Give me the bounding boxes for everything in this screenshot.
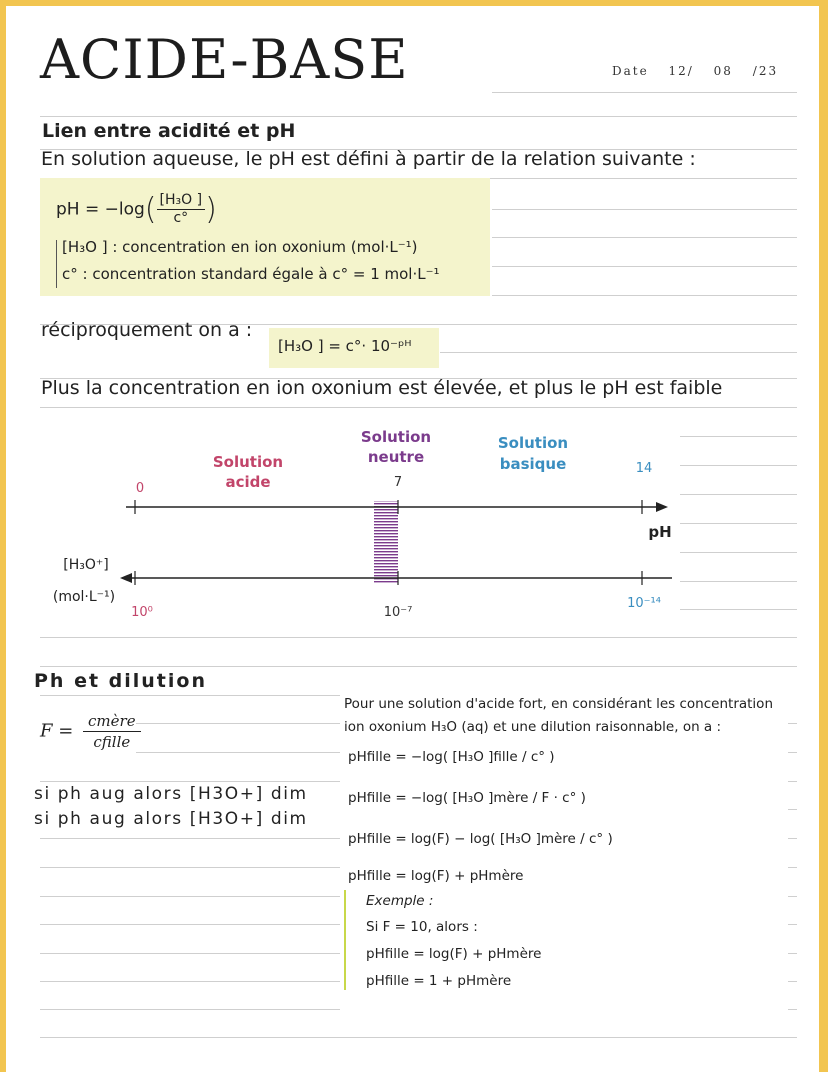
conc-axis-label-1: [H₃O⁺] (63, 557, 109, 573)
tick-label-7: 7 (393, 475, 403, 490)
tick-label-14: 14 (635, 461, 653, 476)
dilution-factor-lhs: F = (40, 720, 74, 742)
acid-label-1: Solution (212, 453, 284, 471)
ph-scale-diagram (36, 416, 686, 621)
dilution-equation-4: pHfille = log(F) + pHmère (348, 868, 524, 884)
neutral-label-2: neutre (367, 448, 425, 466)
section-heading-dilution: Ph et dilution (34, 670, 207, 692)
notebook-page (6, 6, 819, 1072)
dilution-intro-line-1: Pour une solution d'acide fort, en considérant les concentration (344, 696, 774, 712)
statement-text: Plus la concentration en ion oxonium est élevée, et plus le pH est faible (41, 377, 723, 399)
definition-oxonium: [H₃O ] : concentration en ion oxonium (mol·L⁻¹) (62, 238, 418, 256)
ph-formula-numerator: [H₃O ] (157, 192, 206, 210)
ph-formula-denominator: c° (173, 210, 189, 226)
dilution-factor-numerator: cmère (83, 711, 141, 732)
definition-standard: c° : concentration standard égale à c° = 1 mol·L⁻¹ (62, 265, 440, 283)
date-field (612, 64, 792, 78)
tick-label-0: 0 (135, 481, 145, 496)
conc-label-7: 10⁻⁷ (383, 605, 413, 620)
dilution-equation-3: pHfille = log(F) − log( [H₃O ]mère / c° ) (348, 831, 613, 847)
ph-formula-lhs: pH = −log (56, 199, 145, 220)
example-title: Exemple : (366, 893, 434, 909)
example-equation-1: pHfille = log(F) + pHmère (366, 946, 542, 962)
conc-label-14: 10⁻¹⁴ (627, 596, 661, 611)
acid-label-2: acide (225, 473, 271, 491)
dilution-factor-formula (40, 711, 141, 752)
ph-axis-label: pH (648, 523, 672, 541)
handwritten-note-1: si ph aug alors [H3O+] dim (34, 784, 308, 804)
date-day: 12/ (668, 64, 694, 78)
conc-axis-label-2: (mol·L⁻¹) (52, 589, 116, 605)
example-line: Si F = 10, alors : (366, 919, 478, 935)
conc-axis-arrow (120, 573, 132, 583)
example-equation-2: pHfille = 1 + pHmère (366, 973, 512, 989)
basic-label-1: Solution (497, 434, 569, 452)
section-heading-acidity: Lien entre acidité et pH (42, 120, 296, 142)
basic-label-2: basique (499, 455, 567, 473)
page-title: ACIDE-BASE (40, 28, 409, 91)
date-month: 08 (713, 64, 733, 78)
ph-formula: pH = −log( $\frac{\text{[H₃O ]}}{c^\circ}$ ) (56, 192, 217, 227)
conc-label-0: 10⁰ (131, 605, 153, 620)
neutral-zone (374, 501, 398, 583)
dilution-equation-2: pHfille = −log( [H₃O ]mère / F · c° ) (348, 790, 586, 806)
date-label: Date (612, 64, 649, 78)
dilution-equation-1: pHfille = −log( [H₃O ]fille / c° ) (348, 749, 555, 765)
example-bracket (344, 890, 346, 990)
dilution-factor-denominator: cfille (93, 733, 131, 751)
definition-bracket (56, 240, 57, 288)
handwritten-note-2: si ph aug alors [H3O+] dim (34, 809, 308, 829)
date-year: /23 (752, 64, 779, 78)
dilution-intro-line-2: ion oxonium H₃O (aq) et une dilution raisonnable, on a : (344, 719, 722, 735)
neutral-label-1: Solution (360, 428, 432, 446)
intro-text: En solution aqueuse, le pH est défini à partir de la relation suivante : (41, 148, 696, 170)
ph-axis-arrow (656, 502, 668, 512)
reciprocal-formula: [H₃O ] = c°· 10⁻ᵖᴴ (278, 337, 412, 355)
reciprocal-label: réciproquement on a : (41, 319, 253, 341)
